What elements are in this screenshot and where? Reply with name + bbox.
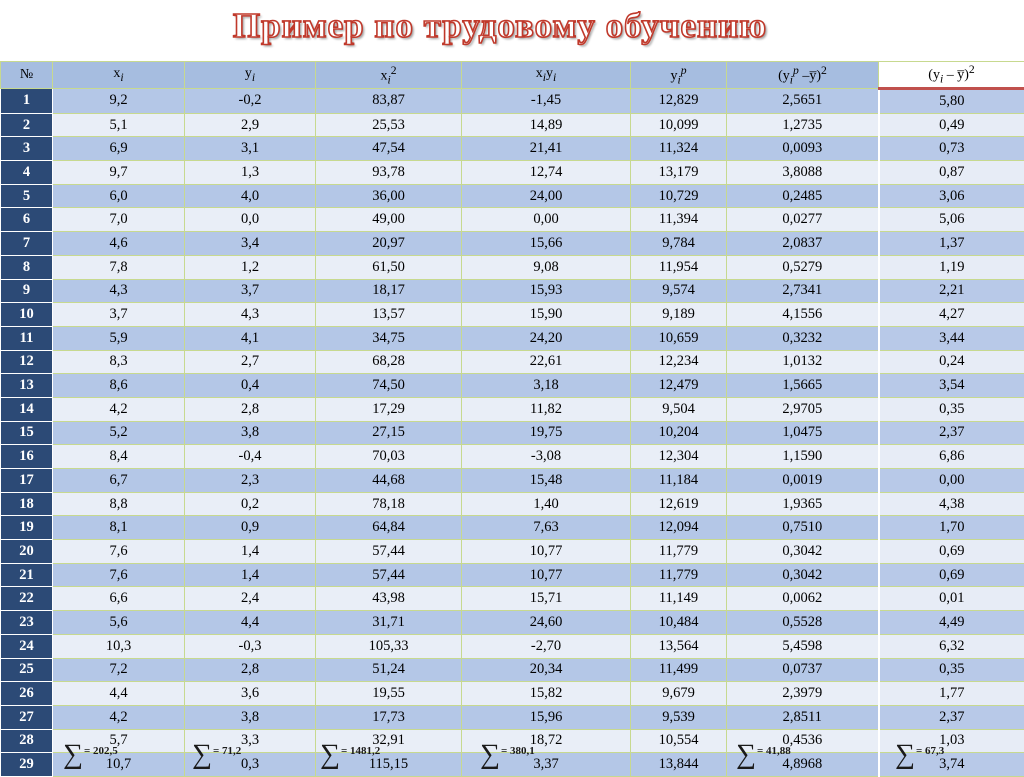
cell-y-predicted: 11,779 [631, 540, 727, 564]
cell-y-predicted-deviation-sq: 0,0737 [727, 658, 879, 682]
cell-row-number: 20 [1, 540, 53, 564]
cell-y-value: 4,0 [185, 184, 316, 208]
cell-row-number: 15 [1, 421, 53, 445]
cell-xy-product: 15,82 [462, 682, 631, 706]
cell-y-deviation-sq: 1,77 [879, 682, 1024, 706]
cell-x-value: 8,3 [53, 350, 185, 374]
table-row [1, 445, 1024, 469]
cell-y-deviation-sq: 5,80 [879, 89, 1024, 114]
sigma-icon: ∑ [320, 741, 340, 769]
table-body [1, 89, 1024, 777]
cell-y-predicted: 9,679 [631, 682, 727, 706]
table-row [1, 326, 1024, 350]
cell-y-predicted: 12,304 [631, 445, 727, 469]
header-cell-yi-dev: ($y_i$ – y̅)$^2$ [879, 62, 1024, 89]
cell-xy-product: 3,18 [462, 374, 631, 398]
cell-row-number: 24 [1, 634, 53, 658]
table-row [1, 374, 1024, 398]
table-row [1, 469, 1024, 493]
cell-y-deviation-sq: 3,06 [879, 184, 1024, 208]
cell-y-predicted-deviation-sq: 0,3042 [727, 563, 879, 587]
table-row [1, 563, 1024, 587]
table-row [1, 255, 1024, 279]
sum-xy [480, 742, 535, 768]
cell-y-deviation-sq: 2,21 [879, 279, 1024, 303]
table-row [1, 89, 1024, 114]
cell-x-value: 8,8 [53, 492, 185, 516]
cell-y-deviation-sq: 0,87 [879, 161, 1024, 185]
cell-y-deviation-sq: 0,69 [879, 563, 1024, 587]
cell-x-value: 8,1 [53, 516, 185, 540]
cell-y-predicted: 12,234 [631, 350, 727, 374]
cell-x-squared: 13,57 [316, 303, 462, 327]
cell-y-predicted-deviation-sq: 1,9365 [727, 492, 879, 516]
cell-y-predicted-deviation-sq: 0,0093 [727, 137, 879, 161]
table-row [1, 421, 1024, 445]
cell-x-value: 9,2 [53, 89, 185, 114]
cell-xy-product: 15,90 [462, 303, 631, 327]
cell-row-number: 9 [1, 279, 53, 303]
cell-x-squared: 57,44 [316, 563, 462, 587]
cell-row-number: 28 [1, 729, 53, 753]
table-row [1, 397, 1024, 421]
cell-y-value: 4,3 [185, 303, 316, 327]
cell-y-predicted-deviation-sq: 0,7510 [727, 516, 879, 540]
cell-y-value: 2,9 [185, 113, 316, 137]
cell-xy-product: 22,61 [462, 350, 631, 374]
sigma-icon: ∑ [895, 741, 915, 769]
cell-y-predicted: 10,099 [631, 113, 727, 137]
cell-x-squared: 57,44 [316, 540, 462, 564]
cell-y-value: 3,3 [185, 729, 316, 753]
cell-y-predicted: 11,149 [631, 587, 727, 611]
cell-y-value: 0,4 [185, 374, 316, 398]
cell-y-deviation-sq: 0,35 [879, 397, 1024, 421]
cell-x-value: 8,4 [53, 445, 185, 469]
cell-x-value: 6,9 [53, 137, 185, 161]
cell-x-squared: 61,50 [316, 255, 462, 279]
cell-x-value: 7,6 [53, 563, 185, 587]
cell-y-predicted-deviation-sq: 4,1556 [727, 303, 879, 327]
cell-y-deviation-sq: 0,49 [879, 113, 1024, 137]
cell-x-value: 7,8 [53, 255, 185, 279]
header-cell-yi: $y_i$ [185, 62, 316, 89]
cell-x-squared: 32,91 [316, 729, 462, 753]
cell-xy-product: 15,71 [462, 587, 631, 611]
cell-y-predicted: 13,564 [631, 634, 727, 658]
cell-y-predicted: 9,574 [631, 279, 727, 303]
cell-y-predicted-deviation-sq: 2,9705 [727, 397, 879, 421]
cell-y-value: 2,8 [185, 397, 316, 421]
cell-y-deviation-sq: 1,70 [879, 516, 1024, 540]
cell-x-value: 8,6 [53, 374, 185, 398]
cell-x-value: 5,7 [53, 729, 185, 753]
cell-y-predicted-deviation-sq: 0,0277 [727, 208, 879, 232]
cell-y-predicted: 11,499 [631, 658, 727, 682]
cell-row-number: 14 [1, 397, 53, 421]
cell-y-deviation-sq: 4,49 [879, 611, 1024, 635]
cell-y-predicted-deviation-sq: 2,8511 [727, 705, 879, 729]
sum-yp-dev-value: = 41,88 [757, 745, 791, 757]
cell-x-squared: 115,15 [316, 753, 462, 777]
cell-x-value: 3,7 [53, 303, 185, 327]
sigma-icon: ∑ [736, 741, 756, 769]
header-cell-xi: $x_i$ [53, 62, 185, 89]
cell-x-value: 5,6 [53, 611, 185, 635]
header-cell-yip: $y_i^p$ [631, 62, 727, 89]
cell-x-squared: 44,68 [316, 469, 462, 493]
cell-x-value: 6,7 [53, 469, 185, 493]
cell-row-number: 13 [1, 374, 53, 398]
cell-x-squared: 68,28 [316, 350, 462, 374]
cell-y-predicted: 13,844 [631, 753, 727, 777]
cell-x-squared: 25,53 [316, 113, 462, 137]
cell-xy-product: 0,00 [462, 208, 631, 232]
cell-y-deviation-sq: 0,24 [879, 350, 1024, 374]
cell-x-squared: 83,87 [316, 89, 462, 114]
cell-y-deviation-sq: 2,37 [879, 705, 1024, 729]
table-row [1, 492, 1024, 516]
cell-xy-product: -1,45 [462, 89, 631, 114]
cell-y-predicted: 13,179 [631, 161, 727, 185]
table-row [1, 303, 1024, 327]
sigma-icon: ∑ [63, 741, 83, 769]
cell-x-squared: 18,17 [316, 279, 462, 303]
cell-xy-product: 19,75 [462, 421, 631, 445]
cell-x-squared: 36,00 [316, 184, 462, 208]
cell-y-predicted: 10,484 [631, 611, 727, 635]
cell-xy-product: 7,63 [462, 516, 631, 540]
cell-y-predicted-deviation-sq: 1,0475 [727, 421, 879, 445]
cell-y-deviation-sq: 2,37 [879, 421, 1024, 445]
cell-y-predicted-deviation-sq: 5,4598 [727, 634, 879, 658]
cell-y-value: 3,8 [185, 705, 316, 729]
cell-y-predicted: 11,779 [631, 563, 727, 587]
cell-x-value: 4,2 [53, 397, 185, 421]
cell-y-deviation-sq: 3,44 [879, 326, 1024, 350]
header-cell-xiyi: $x_iy_i$ [462, 62, 631, 89]
sum-yp-dev [736, 742, 791, 768]
cell-y-predicted-deviation-sq: 4,8968 [727, 753, 879, 777]
cell-y-predicted: 9,504 [631, 397, 727, 421]
sum-x [63, 742, 118, 768]
cell-x-value: 9,7 [53, 161, 185, 185]
cell-xy-product: -2,70 [462, 634, 631, 658]
cell-y-value: 3,1 [185, 137, 316, 161]
cell-y-predicted: 11,184 [631, 469, 727, 493]
cell-y-predicted: 10,729 [631, 184, 727, 208]
cell-y-predicted-deviation-sq: 2,3979 [727, 682, 879, 706]
cell-y-predicted: 9,539 [631, 705, 727, 729]
cell-row-number: 25 [1, 658, 53, 682]
cell-x-squared: 17,29 [316, 397, 462, 421]
cell-x-squared: 78,18 [316, 492, 462, 516]
cell-y-predicted-deviation-sq: 1,2735 [727, 113, 879, 137]
cell-y-predicted: 11,954 [631, 255, 727, 279]
sum-y-value: = 71,2 [213, 745, 241, 757]
cell-y-deviation-sq: 0,00 [879, 469, 1024, 493]
cell-row-number: 26 [1, 682, 53, 706]
table-row [1, 705, 1024, 729]
cell-y-predicted-deviation-sq: 2,0837 [727, 232, 879, 256]
cell-y-value: 0,2 [185, 492, 316, 516]
cell-x-squared: 43,98 [316, 587, 462, 611]
cell-y-predicted-deviation-sq: 2,7341 [727, 279, 879, 303]
cell-xy-product: 20,34 [462, 658, 631, 682]
sum-y-dev-value: = 67,3 [916, 745, 944, 757]
table-row [1, 113, 1024, 137]
cell-y-deviation-sq: 1,37 [879, 232, 1024, 256]
cell-x-squared: 70,03 [316, 445, 462, 469]
cell-y-value: 3,4 [185, 232, 316, 256]
cell-x-value: 6,0 [53, 184, 185, 208]
cell-y-value: 1,3 [185, 161, 316, 185]
cell-x-value: 4,3 [53, 279, 185, 303]
cell-row-number: 4 [1, 161, 53, 185]
cell-y-value: 0,0 [185, 208, 316, 232]
cell-y-value: 2,4 [185, 587, 316, 611]
cell-row-number: 1 [1, 89, 53, 114]
page-title: Пример по трудовому обучению [0, 6, 1000, 46]
cell-y-deviation-sq: 0,69 [879, 540, 1024, 564]
cell-row-number: 12 [1, 350, 53, 374]
cell-y-value: 2,7 [185, 350, 316, 374]
cell-y-value: 3,7 [185, 279, 316, 303]
cell-row-number: 11 [1, 326, 53, 350]
sum-x2-value: = 1481,2 [341, 745, 380, 757]
table-row [1, 611, 1024, 635]
cell-row-number: 27 [1, 705, 53, 729]
cell-y-predicted: 9,784 [631, 232, 727, 256]
cell-y-predicted-deviation-sq: 0,5279 [727, 255, 879, 279]
cell-x-squared: 34,75 [316, 326, 462, 350]
cell-y-predicted: 12,829 [631, 89, 727, 114]
cell-y-value: -0,2 [185, 89, 316, 114]
cell-y-deviation-sq: 0,35 [879, 658, 1024, 682]
cell-y-value: 3,8 [185, 421, 316, 445]
cell-x-squared: 20,97 [316, 232, 462, 256]
sum-y [192, 742, 241, 768]
cell-x-value: 4,2 [53, 705, 185, 729]
table-row [1, 208, 1024, 232]
header-cell-number: № [1, 62, 53, 89]
cell-y-value: 1,4 [185, 563, 316, 587]
cell-x-value: 10,3 [53, 634, 185, 658]
cell-row-number: 29 [1, 753, 53, 777]
table-row [1, 540, 1024, 564]
cell-y-predicted-deviation-sq: 1,5665 [727, 374, 879, 398]
cell-x-value: 4,4 [53, 682, 185, 706]
cell-y-value: -0,4 [185, 445, 316, 469]
cell-y-value: 4,4 [185, 611, 316, 635]
cell-y-predicted-deviation-sq: 0,5528 [727, 611, 879, 635]
sum-x-value: = 202,5 [84, 745, 118, 757]
cell-y-value: 0,9 [185, 516, 316, 540]
cell-x-value: 4,6 [53, 232, 185, 256]
cell-y-predicted-deviation-sq: 1,1590 [727, 445, 879, 469]
header-cell-yip-dev: ($y_i^p$ –y̅)$^2$ [727, 62, 879, 89]
cell-row-number: 18 [1, 492, 53, 516]
cell-x-value: 10,7 [53, 753, 185, 777]
cell-y-predicted-deviation-sq: 0,3042 [727, 540, 879, 564]
cell-xy-product: 15,66 [462, 232, 631, 256]
sum-xy-value: = 380,1 [501, 745, 535, 757]
cell-y-value: 2,8 [185, 658, 316, 682]
cell-y-predicted: 12,619 [631, 492, 727, 516]
cell-xy-product: 9,08 [462, 255, 631, 279]
cell-x-squared: 17,73 [316, 705, 462, 729]
cell-xy-product: 15,93 [462, 279, 631, 303]
table-row [1, 350, 1024, 374]
data-table [0, 61, 1024, 777]
cell-y-value: 3,6 [185, 682, 316, 706]
cell-y-deviation-sq: 0,73 [879, 137, 1024, 161]
table-row [1, 161, 1024, 185]
cell-y-deviation-sq: 3,74 [879, 753, 1024, 777]
table-row [1, 587, 1024, 611]
cell-x-value: 6,6 [53, 587, 185, 611]
cell-row-number: 7 [1, 232, 53, 256]
cell-row-number: 16 [1, 445, 53, 469]
cell-xy-product: -3,08 [462, 445, 631, 469]
cell-x-squared: 64,84 [316, 516, 462, 540]
header-cell-xi2: $x_i^2$ [316, 62, 462, 89]
cell-y-predicted-deviation-sq: 0,0062 [727, 587, 879, 611]
cell-xy-product: 15,48 [462, 469, 631, 493]
sigma-icon: ∑ [480, 741, 500, 769]
cell-x-value: 5,1 [53, 113, 185, 137]
cell-y-value: 1,4 [185, 540, 316, 564]
table-row [1, 184, 1024, 208]
cell-x-squared: 74,50 [316, 374, 462, 398]
cell-y-value: 2,3 [185, 469, 316, 493]
cell-xy-product: 24,60 [462, 611, 631, 635]
cell-y-value: 1,2 [185, 255, 316, 279]
cell-y-deviation-sq: 0,01 [879, 587, 1024, 611]
cell-y-predicted: 10,554 [631, 729, 727, 753]
cell-x-value: 7,0 [53, 208, 185, 232]
cell-row-number: 10 [1, 303, 53, 327]
cell-y-predicted-deviation-sq: 0,3232 [727, 326, 879, 350]
cell-y-deviation-sq: 1,03 [879, 729, 1024, 753]
cell-x-value: 7,6 [53, 540, 185, 564]
cell-y-value: -0,3 [185, 634, 316, 658]
cell-y-predicted: 12,094 [631, 516, 727, 540]
cell-y-predicted: 12,479 [631, 374, 727, 398]
cell-y-deviation-sq: 5,06 [879, 208, 1024, 232]
cell-xy-product: 10,77 [462, 540, 631, 564]
cell-x-squared: 49,00 [316, 208, 462, 232]
cell-xy-product: 21,41 [462, 137, 631, 161]
cell-y-predicted-deviation-sq: 1,0132 [727, 350, 879, 374]
cell-x-value: 5,9 [53, 326, 185, 350]
cell-x-squared: 19,55 [316, 682, 462, 706]
table-row [1, 658, 1024, 682]
cell-xy-product: 3,37 [462, 753, 631, 777]
cell-x-squared: 105,33 [316, 634, 462, 658]
cell-xy-product: 24,20 [462, 326, 631, 350]
cell-y-predicted-deviation-sq: 3,8088 [727, 161, 879, 185]
cell-row-number: 17 [1, 469, 53, 493]
cell-y-predicted-deviation-sq: 2,5651 [727, 89, 879, 114]
cell-x-value: 7,2 [53, 658, 185, 682]
cell-row-number: 23 [1, 611, 53, 635]
cell-x-value: 5,2 [53, 421, 185, 445]
cell-y-value: 4,1 [185, 326, 316, 350]
cell-y-predicted: 10,659 [631, 326, 727, 350]
table-row [1, 279, 1024, 303]
cell-row-number: 22 [1, 587, 53, 611]
cell-x-squared: 51,24 [316, 658, 462, 682]
cell-x-squared: 31,71 [316, 611, 462, 635]
cell-row-number: 21 [1, 563, 53, 587]
cell-y-predicted-deviation-sq: 0,0019 [727, 469, 879, 493]
cell-y-predicted: 11,324 [631, 137, 727, 161]
cell-y-predicted: 10,204 [631, 421, 727, 445]
table-row [1, 232, 1024, 256]
header-row [1, 62, 1024, 89]
cell-row-number: 19 [1, 516, 53, 540]
cell-y-predicted-deviation-sq: 0,2485 [727, 184, 879, 208]
cell-x-squared: 93,78 [316, 161, 462, 185]
table-row [1, 682, 1024, 706]
sigma-icon: ∑ [192, 741, 212, 769]
cell-xy-product: 18,72 [462, 729, 631, 753]
cell-row-number: 2 [1, 113, 53, 137]
cell-xy-product: 14,89 [462, 113, 631, 137]
sum-x2 [320, 742, 380, 768]
cell-y-deviation-sq: 4,38 [879, 492, 1024, 516]
cell-y-predicted: 11,394 [631, 208, 727, 232]
cell-y-deviation-sq: 3,54 [879, 374, 1024, 398]
cell-xy-product: 15,96 [462, 705, 631, 729]
cell-row-number: 5 [1, 184, 53, 208]
cell-y-deviation-sq: 1,19 [879, 255, 1024, 279]
cell-row-number: 3 [1, 137, 53, 161]
cell-y-predicted-deviation-sq: 0,4536 [727, 729, 879, 753]
cell-row-number: 8 [1, 255, 53, 279]
sum-y-dev [895, 742, 944, 768]
table-row [1, 516, 1024, 540]
cell-xy-product: 24,00 [462, 184, 631, 208]
cell-x-squared: 27,15 [316, 421, 462, 445]
cell-x-squared: 47,54 [316, 137, 462, 161]
cell-xy-product: 1,40 [462, 492, 631, 516]
table-row [1, 634, 1024, 658]
cell-xy-product: 12,74 [462, 161, 631, 185]
cell-xy-product: 10,77 [462, 563, 631, 587]
cell-y-deviation-sq: 6,32 [879, 634, 1024, 658]
cell-y-deviation-sq: 4,27 [879, 303, 1024, 327]
cell-y-deviation-sq: 6,86 [879, 445, 1024, 469]
cell-y-predicted: 9,189 [631, 303, 727, 327]
cell-xy-product: 11,82 [462, 397, 631, 421]
cell-y-value: 0,3 [185, 753, 316, 777]
table-row [1, 137, 1024, 161]
cell-row-number: 6 [1, 208, 53, 232]
